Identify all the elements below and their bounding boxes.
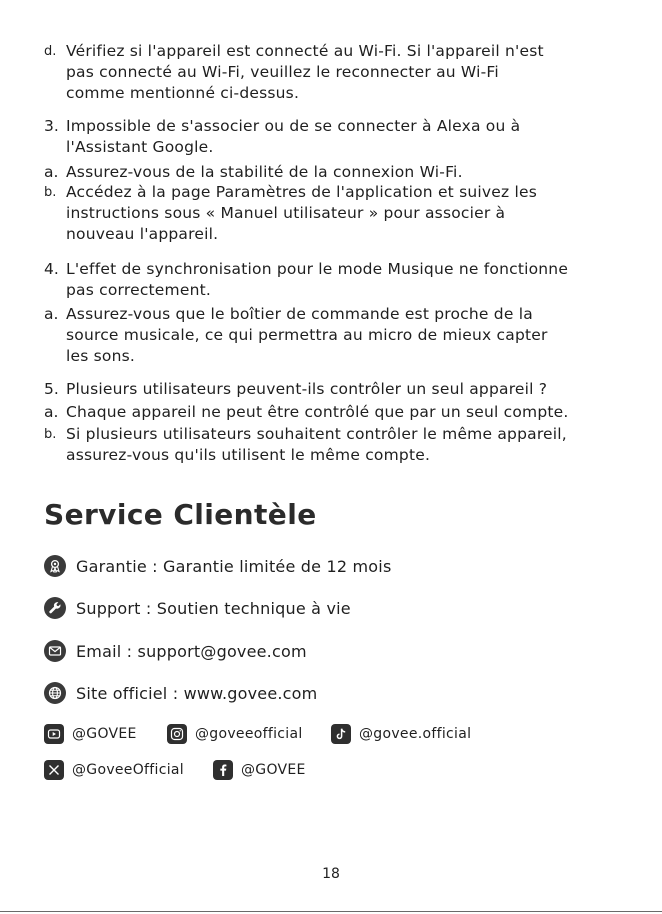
wrench-icon xyxy=(44,597,66,619)
item-marker: b. xyxy=(44,185,57,200)
email-row xyxy=(44,640,307,662)
tiktok-item[interactable] xyxy=(331,724,471,744)
list-item xyxy=(44,402,632,423)
list-item xyxy=(44,41,632,104)
x-handle: @GoveeOfficial xyxy=(72,762,184,778)
website-link[interactable]: Site officiel : www.govee.com xyxy=(76,683,318,703)
tiktok-icon xyxy=(331,724,351,744)
list-item xyxy=(44,116,632,158)
item-text: Si plusieurs utilisateurs souhaitent contrôler le même appareil, assurez-vous qu'ils utilisent le même compte. xyxy=(66,425,567,464)
x-item[interactable] xyxy=(44,760,184,780)
tiktok-handle: @govee.official xyxy=(359,726,472,742)
list-item xyxy=(44,259,632,301)
bottom-rule xyxy=(0,911,662,912)
support-row xyxy=(44,597,351,619)
item-marker: d. xyxy=(44,44,57,59)
item-marker: 5. xyxy=(44,380,59,398)
section-title: Service Clientèle xyxy=(44,498,317,531)
item-text: Assurez-vous que le boîtier de commande est proche de la source musicale, ce qui permettra au micro de mieux capter les sons. xyxy=(66,305,548,365)
item-text: Plusieurs utilisateurs peuvent-ils contrôler un seul appareil ? xyxy=(66,380,548,398)
item-text: Impossible de s'associer ou de se connecter à Alexa ou à l'Assistant Google. xyxy=(66,117,521,156)
warranty-row xyxy=(44,555,391,577)
list-item xyxy=(44,424,632,466)
item-marker: 4. xyxy=(44,260,59,278)
instagram-item[interactable] xyxy=(167,724,303,744)
item-marker: a. xyxy=(44,305,59,323)
facebook-handle: @GOVEE xyxy=(241,762,306,778)
item-text: Vérifiez si l'appareil est connecté au Wi-Fi. Si l'appareil n'est pas connecté au Wi-Fi, veuillez le reconnecter au Wi-Fi comme mentionné ci-dessus. xyxy=(66,42,544,102)
support-text: Support : Soutien technique à vie xyxy=(76,598,351,618)
email-link[interactable]: Email : support@govee.com xyxy=(76,641,307,661)
instagram-handle: @goveeofficial xyxy=(195,726,303,742)
website-row xyxy=(44,682,317,704)
item-marker: b. xyxy=(44,427,57,442)
item-marker: a. xyxy=(44,163,59,181)
item-text: Chaque appareil ne peut être contrôlé que par un seul compte. xyxy=(66,403,569,421)
list-item xyxy=(44,379,632,400)
x-logo-icon xyxy=(44,760,64,780)
list-item xyxy=(44,162,632,183)
item-text: Accédez à la page Paramètres de l'application et suivez les instructions sous « Manuel utilisateur » pour associer à nouveau l'appareil. xyxy=(66,183,537,243)
facebook-icon xyxy=(213,760,233,780)
globe-icon xyxy=(44,682,66,704)
envelope-icon xyxy=(44,640,66,662)
youtube-item[interactable] xyxy=(44,724,137,744)
list-item xyxy=(44,182,632,245)
award-ribbon-icon xyxy=(44,555,66,577)
warranty-text: Garantie : Garantie limitée de 12 mois xyxy=(76,556,392,576)
item-text: Assurez-vous de la stabilité de la connexion Wi-Fi. xyxy=(66,163,463,181)
youtube-icon xyxy=(44,724,64,744)
instagram-icon xyxy=(167,724,187,744)
list-item xyxy=(44,304,632,367)
item-text: L'effet de synchronisation pour le mode Musique ne fonctionne pas correctement. xyxy=(66,260,569,299)
item-marker: 3. xyxy=(44,117,59,135)
page-number: 18 xyxy=(322,866,340,882)
youtube-handle: @GOVEE xyxy=(72,726,137,742)
facebook-item[interactable] xyxy=(213,760,306,780)
item-marker: a. xyxy=(44,403,59,421)
